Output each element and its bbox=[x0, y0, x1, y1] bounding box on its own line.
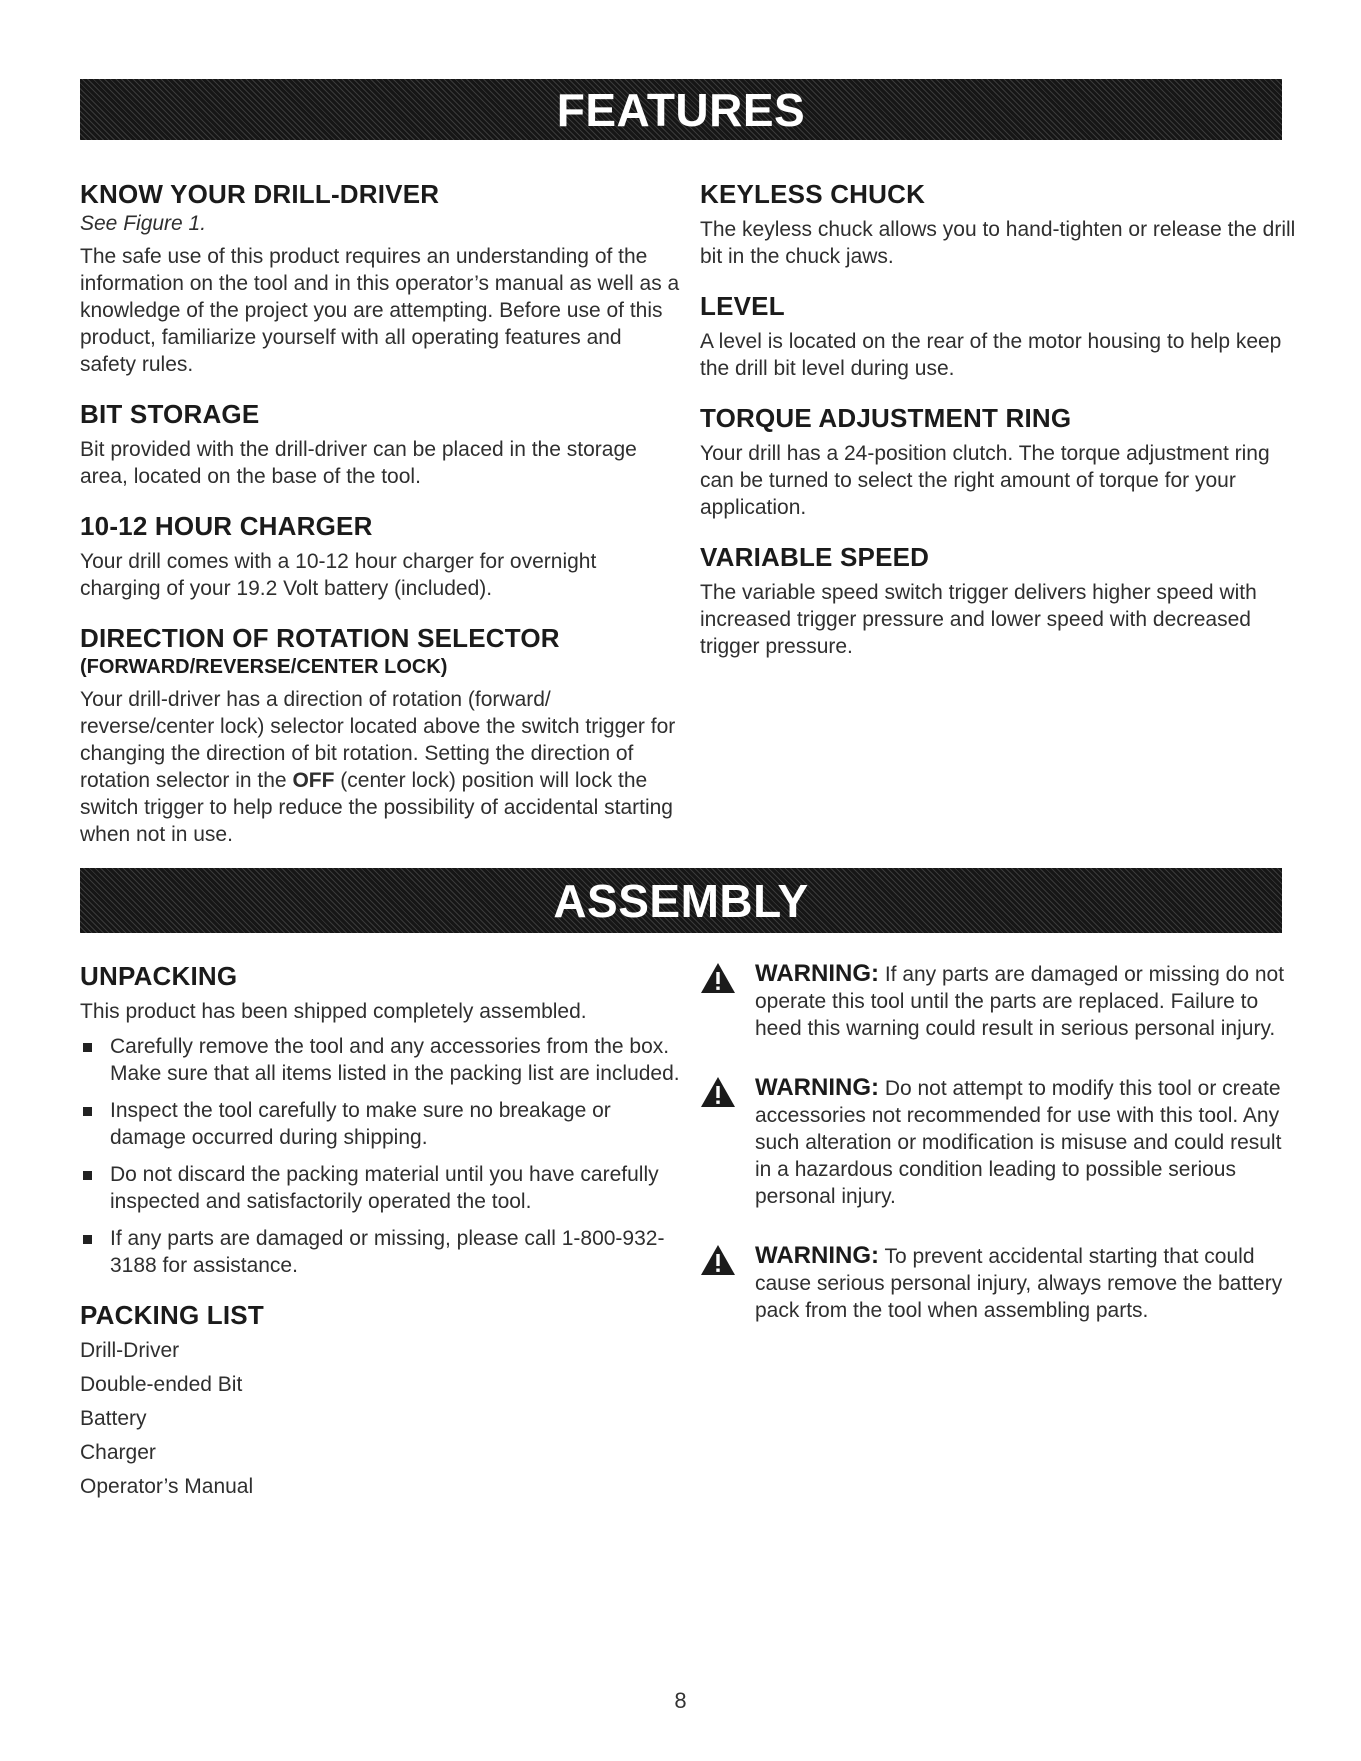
bit-storage-heading: BIT STORAGE bbox=[80, 399, 260, 429]
torque-heading: TORQUE ADJUSTMENT RING bbox=[700, 403, 1072, 433]
warning-block bbox=[700, 960, 1300, 1042]
figure-reference: See Figure 1. bbox=[80, 212, 207, 235]
direction-subheading: (FORWARD/REVERSE/CENTER LOCK) bbox=[80, 656, 448, 678]
unpacking-list bbox=[80, 1033, 680, 1279]
warning-text bbox=[755, 960, 1300, 1042]
list-item bbox=[80, 1161, 680, 1215]
packing-item: Operator’s Manual bbox=[80, 1475, 254, 1498]
bit-storage-text: Bit provided with the drill-driver can be placed in the storage area, located on the base of the tool. bbox=[80, 438, 637, 488]
bit-storage-section bbox=[80, 398, 680, 490]
level-text: A level is located on the rear of the motor housing to help keep the drill bit level during use. bbox=[700, 330, 1282, 380]
warning-label: WARNING: bbox=[755, 960, 879, 987]
warning-label: WARNING: bbox=[755, 1242, 879, 1269]
variable-speed-heading: VARIABLE SPEED bbox=[700, 542, 930, 572]
direction-heading: DIRECTION OF ROTATION SELECTOR bbox=[80, 623, 560, 653]
warning-label: WARNING: bbox=[755, 1074, 879, 1101]
packing-item: Drill-Driver bbox=[80, 1339, 180, 1362]
unpacking-section bbox=[80, 960, 680, 1279]
warning-body: If any parts are damaged or missing do not operate this tool until the parts are replaced. Failure to heed this warning could result in serious personal injury. bbox=[755, 963, 1285, 1040]
features-right-column bbox=[700, 178, 1300, 680]
level-section bbox=[700, 290, 1300, 382]
warning-body: Do not attempt to modify this tool or create accessories not recommended for use with this tool. Any such alteration or modification is misuse and could result in a hazardous condition leading to possible serious personal injury. bbox=[755, 1077, 1282, 1208]
know-your-drill-text: The safe use of this product requires an understanding of the information on the tool and in this operator’s manual as well as a knowledge of the project you are attempting. Before use of this product, familiarize yourself with all operating features and safety rules. bbox=[80, 245, 680, 376]
list-item bbox=[80, 1225, 680, 1279]
warning-triangle-icon bbox=[700, 962, 736, 994]
features-banner-title: FEATURES bbox=[556, 83, 806, 136]
features-banner bbox=[80, 79, 1282, 140]
level-heading: LEVEL bbox=[700, 291, 785, 321]
packing-list-section bbox=[80, 1299, 680, 1501]
packing-item: Double-ended Bit bbox=[80, 1373, 243, 1396]
bullet-square-icon bbox=[83, 1171, 92, 1180]
variable-speed-section bbox=[700, 541, 1300, 660]
bullet-square-icon bbox=[83, 1235, 92, 1244]
charger-section bbox=[80, 510, 680, 602]
list-item bbox=[80, 1033, 680, 1087]
list-item-text: Carefully remove the tool and any accessories from the box. Make sure that all items listed in the packing list are included. bbox=[110, 1035, 680, 1085]
list-item-text: If any parts are damaged or missing, please call 1-800-932-3188 for assistance. bbox=[110, 1227, 665, 1277]
warning-text bbox=[755, 1074, 1300, 1210]
charger-text: Your drill comes with a 10-12 hour charger for overnight charging of your 19.2 Volt battery (included). bbox=[80, 550, 597, 600]
warning-triangle-icon bbox=[700, 1244, 736, 1276]
assembly-left-column bbox=[80, 960, 680, 1521]
warning-block bbox=[700, 1242, 1300, 1324]
warning-text bbox=[755, 1242, 1300, 1324]
bullet-square-icon bbox=[83, 1107, 92, 1116]
direction-section bbox=[80, 622, 680, 848]
warning-triangle-icon bbox=[700, 1076, 736, 1108]
warning-body: To prevent accidental starting that could cause serious personal injury, always remove the battery pack from the tool when assembling parts. bbox=[755, 1245, 1283, 1322]
direction-text-off: OFF bbox=[292, 769, 335, 792]
packing-item: Battery bbox=[80, 1407, 147, 1430]
unpacking-heading: UNPACKING bbox=[80, 961, 238, 991]
assembly-banner-title: ASSEMBLY bbox=[553, 874, 809, 927]
torque-section bbox=[700, 402, 1300, 521]
charger-heading: 10-12 HOUR CHARGER bbox=[80, 511, 373, 541]
torque-text: Your drill has a 24-position clutch. The torque adjustment ring can be turned to select the right amount of torque for your application. bbox=[700, 442, 1270, 519]
keyless-chuck-heading: KEYLESS CHUCK bbox=[700, 179, 926, 209]
direction-text-part2: (center lock) position will lock the switch trigger to help reduce the possibility of accidental starting when not in use. bbox=[80, 769, 673, 846]
assembly-right-column bbox=[700, 960, 1300, 1356]
direction-text bbox=[80, 686, 680, 848]
list-item-text: Do not discard the packing material until you have carefully inspected and satisfactorily operated the tool. bbox=[110, 1163, 659, 1213]
packing-item: Charger bbox=[80, 1441, 156, 1464]
assembly-banner bbox=[80, 868, 1282, 933]
know-your-drill-section bbox=[80, 178, 680, 378]
packing-list-heading: PACKING LIST bbox=[80, 1300, 264, 1330]
list-item bbox=[80, 1097, 680, 1151]
keyless-chuck-section bbox=[700, 178, 1300, 270]
page-number: 8 bbox=[674, 1688, 687, 1713]
list-item-text: Inspect the tool carefully to make sure no breakage or damage occurred during shipping. bbox=[110, 1099, 611, 1149]
unpacking-intro: This product has been shipped completely assembled. bbox=[80, 1000, 587, 1023]
warning-block bbox=[700, 1074, 1300, 1210]
bullet-square-icon bbox=[83, 1043, 92, 1052]
keyless-chuck-text: The keyless chuck allows you to hand-tighten or release the drill bit in the chuck jaws. bbox=[700, 218, 1296, 268]
features-left-column bbox=[80, 178, 680, 868]
variable-speed-text: The variable speed switch trigger delivers higher speed with increased trigger pressure and lower speed with decreased trigger pressure. bbox=[700, 581, 1257, 658]
direction-text-part1: Your drill-driver has a direction of rotation (forward/ reverse/center lock) selector located above the switch trigger for changing the direction of bit rotation. Setting the direction of rotation selector in the bbox=[80, 688, 676, 792]
know-your-drill-heading: KNOW YOUR DRILL-DRIVER bbox=[80, 179, 440, 209]
